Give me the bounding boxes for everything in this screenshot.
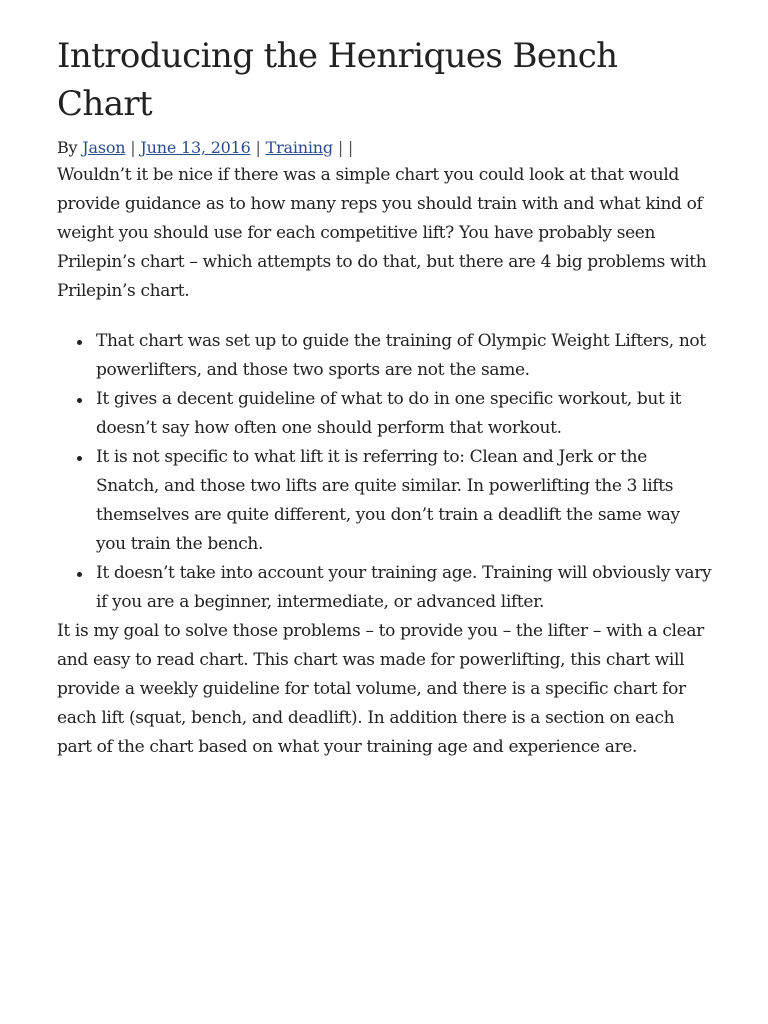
list-item bbox=[96, 443, 712, 559]
list-item-text: It is not specific to what lift it is referring to: Clean and Jerk or the Snatch, and those two lifts are quite similar. In powerlifting the 3 lifts themselves are quite different, you don’t train a deadlift the same way you train the bench. bbox=[96, 447, 680, 554]
problems-list bbox=[57, 327, 712, 617]
list-item-text: It gives a decent guideline of what to do in one specific workout, but it doesn’t say how often one should perform that workout. bbox=[96, 389, 682, 438]
list-item bbox=[96, 327, 712, 385]
list-item-text: That chart was set up to guide the training of Olympic Weight Lifters, not powerlifters, and those two sports are not the same. bbox=[96, 331, 706, 380]
date-link[interactable]: June 13, 2016 bbox=[140, 138, 251, 157]
bullet-icon bbox=[77, 340, 82, 345]
bullet-icon bbox=[77, 456, 82, 461]
list-item bbox=[96, 559, 712, 617]
category-link[interactable]: Training bbox=[265, 138, 333, 157]
bullet-icon bbox=[77, 572, 82, 577]
meta-separator: | bbox=[255, 138, 261, 157]
meta-trailing-separators: | | bbox=[337, 138, 354, 157]
author-link[interactable]: Jason bbox=[82, 138, 126, 157]
article-title: Introducing the Henriques Bench Chart bbox=[57, 36, 618, 124]
intro-paragraph: Wouldn’t it be nice if there was a simple chart you could look at that would provide guidance as to how many reps you should train with and what kind of weight you should use for each competitive lift? You have probably seen Prilepin’s chart – which attempts to do that, but there are 4 big problems with Prilepin’s chart. bbox=[57, 165, 707, 301]
article-meta bbox=[57, 135, 712, 161]
list-item-text: It doesn’t take into account your training age. Training will obviously vary if you are a beginner, intermediate, or advanced lifter. bbox=[96, 563, 712, 612]
list-item bbox=[96, 385, 712, 443]
bullet-icon bbox=[77, 398, 82, 403]
by-label: By bbox=[57, 138, 78, 157]
meta-separator: | bbox=[130, 138, 136, 157]
conclusion-paragraph: It is my goal to solve those problems – to provide you – the lifter – with a clear and easy to read chart. This chart was made for powerlifting, this chart will provide a weekly guideline for total volume, and there is a specific chart for each lift (squat, bench, and deadlift). In addition there is a section on each part of the chart based on what your training age and experience are. bbox=[57, 621, 704, 757]
